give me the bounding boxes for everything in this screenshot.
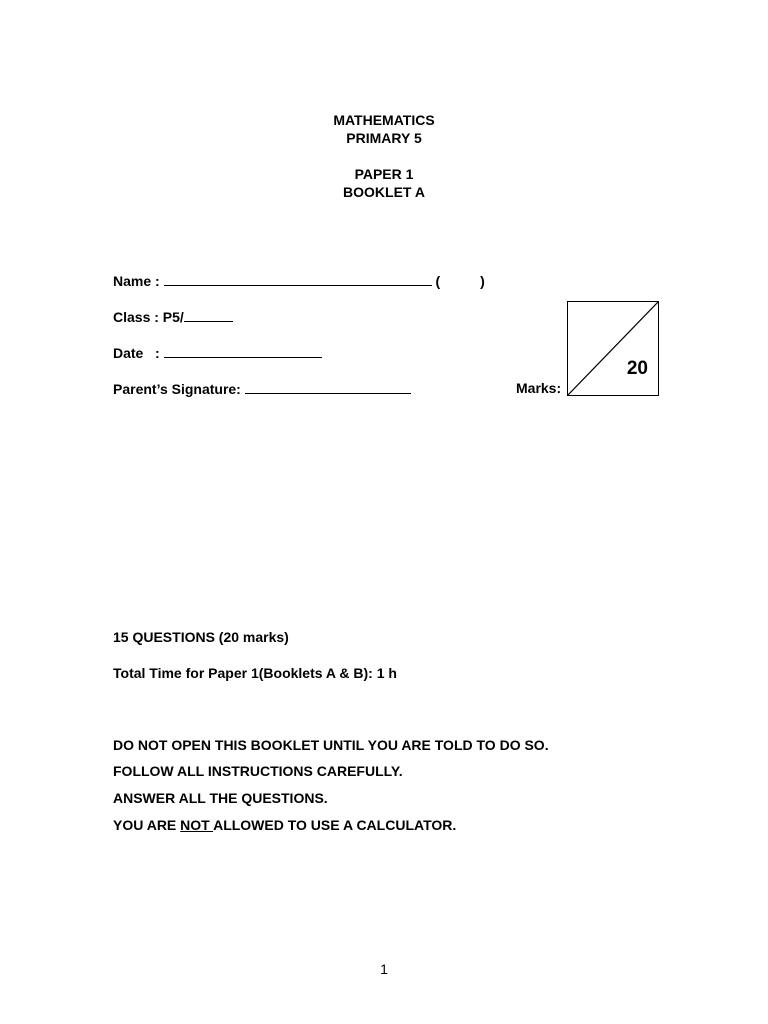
signature-label: Parent’s Signature: <box>113 381 241 397</box>
marks-label: Marks: <box>516 380 562 396</box>
calculator-suffix: ALLOWED TO USE A CALCULATOR. <box>213 817 457 833</box>
date-field[interactable] <box>164 343 322 358</box>
questions-count: 15 QUESTIONS (20 marks) <box>113 629 289 645</box>
paper-title: PAPER 1 <box>354 166 414 182</box>
name-field[interactable] <box>164 271 432 286</box>
page-number: 1 <box>380 961 388 977</box>
class-field[interactable] <box>184 307 233 322</box>
name-label: Name : <box>113 273 160 289</box>
total-time: Total Time for Paper 1(Booklets A & B): 1 h <box>113 665 397 681</box>
marks-box <box>567 301 659 396</box>
subject-title: MATHEMATICS <box>333 112 435 128</box>
instruction-no-calculator <box>113 816 456 834</box>
marks-diagonal-line <box>568 302 658 395</box>
instruction-do-not-open: DO NOT OPEN THIS BOOKLET UNTIL YOU ARE TOLD TO DO SO. <box>113 737 549 753</box>
date-row <box>113 343 322 362</box>
index-open-paren: ( <box>435 273 441 289</box>
signature-row <box>113 379 411 398</box>
class-row <box>113 307 233 326</box>
date-label: Date : <box>113 345 160 361</box>
class-label: Class : P5/ <box>113 309 184 325</box>
signature-field[interactable] <box>245 379 411 394</box>
instruction-follow: FOLLOW ALL INSTRUCTIONS CAREFULLY. <box>113 763 403 779</box>
instruction-answer-all: ANSWER ALL THE QUESTIONS. <box>113 790 328 806</box>
calculator-emphasis: NOT <box>180 817 214 833</box>
booklet-title: BOOKLET A <box>343 184 425 200</box>
calculator-prefix: YOU ARE <box>113 817 181 833</box>
level-title: PRIMARY 5 <box>346 130 422 146</box>
name-row <box>113 271 485 290</box>
marks-total: 20 <box>626 358 648 379</box>
index-close-paren: ) <box>480 273 485 289</box>
